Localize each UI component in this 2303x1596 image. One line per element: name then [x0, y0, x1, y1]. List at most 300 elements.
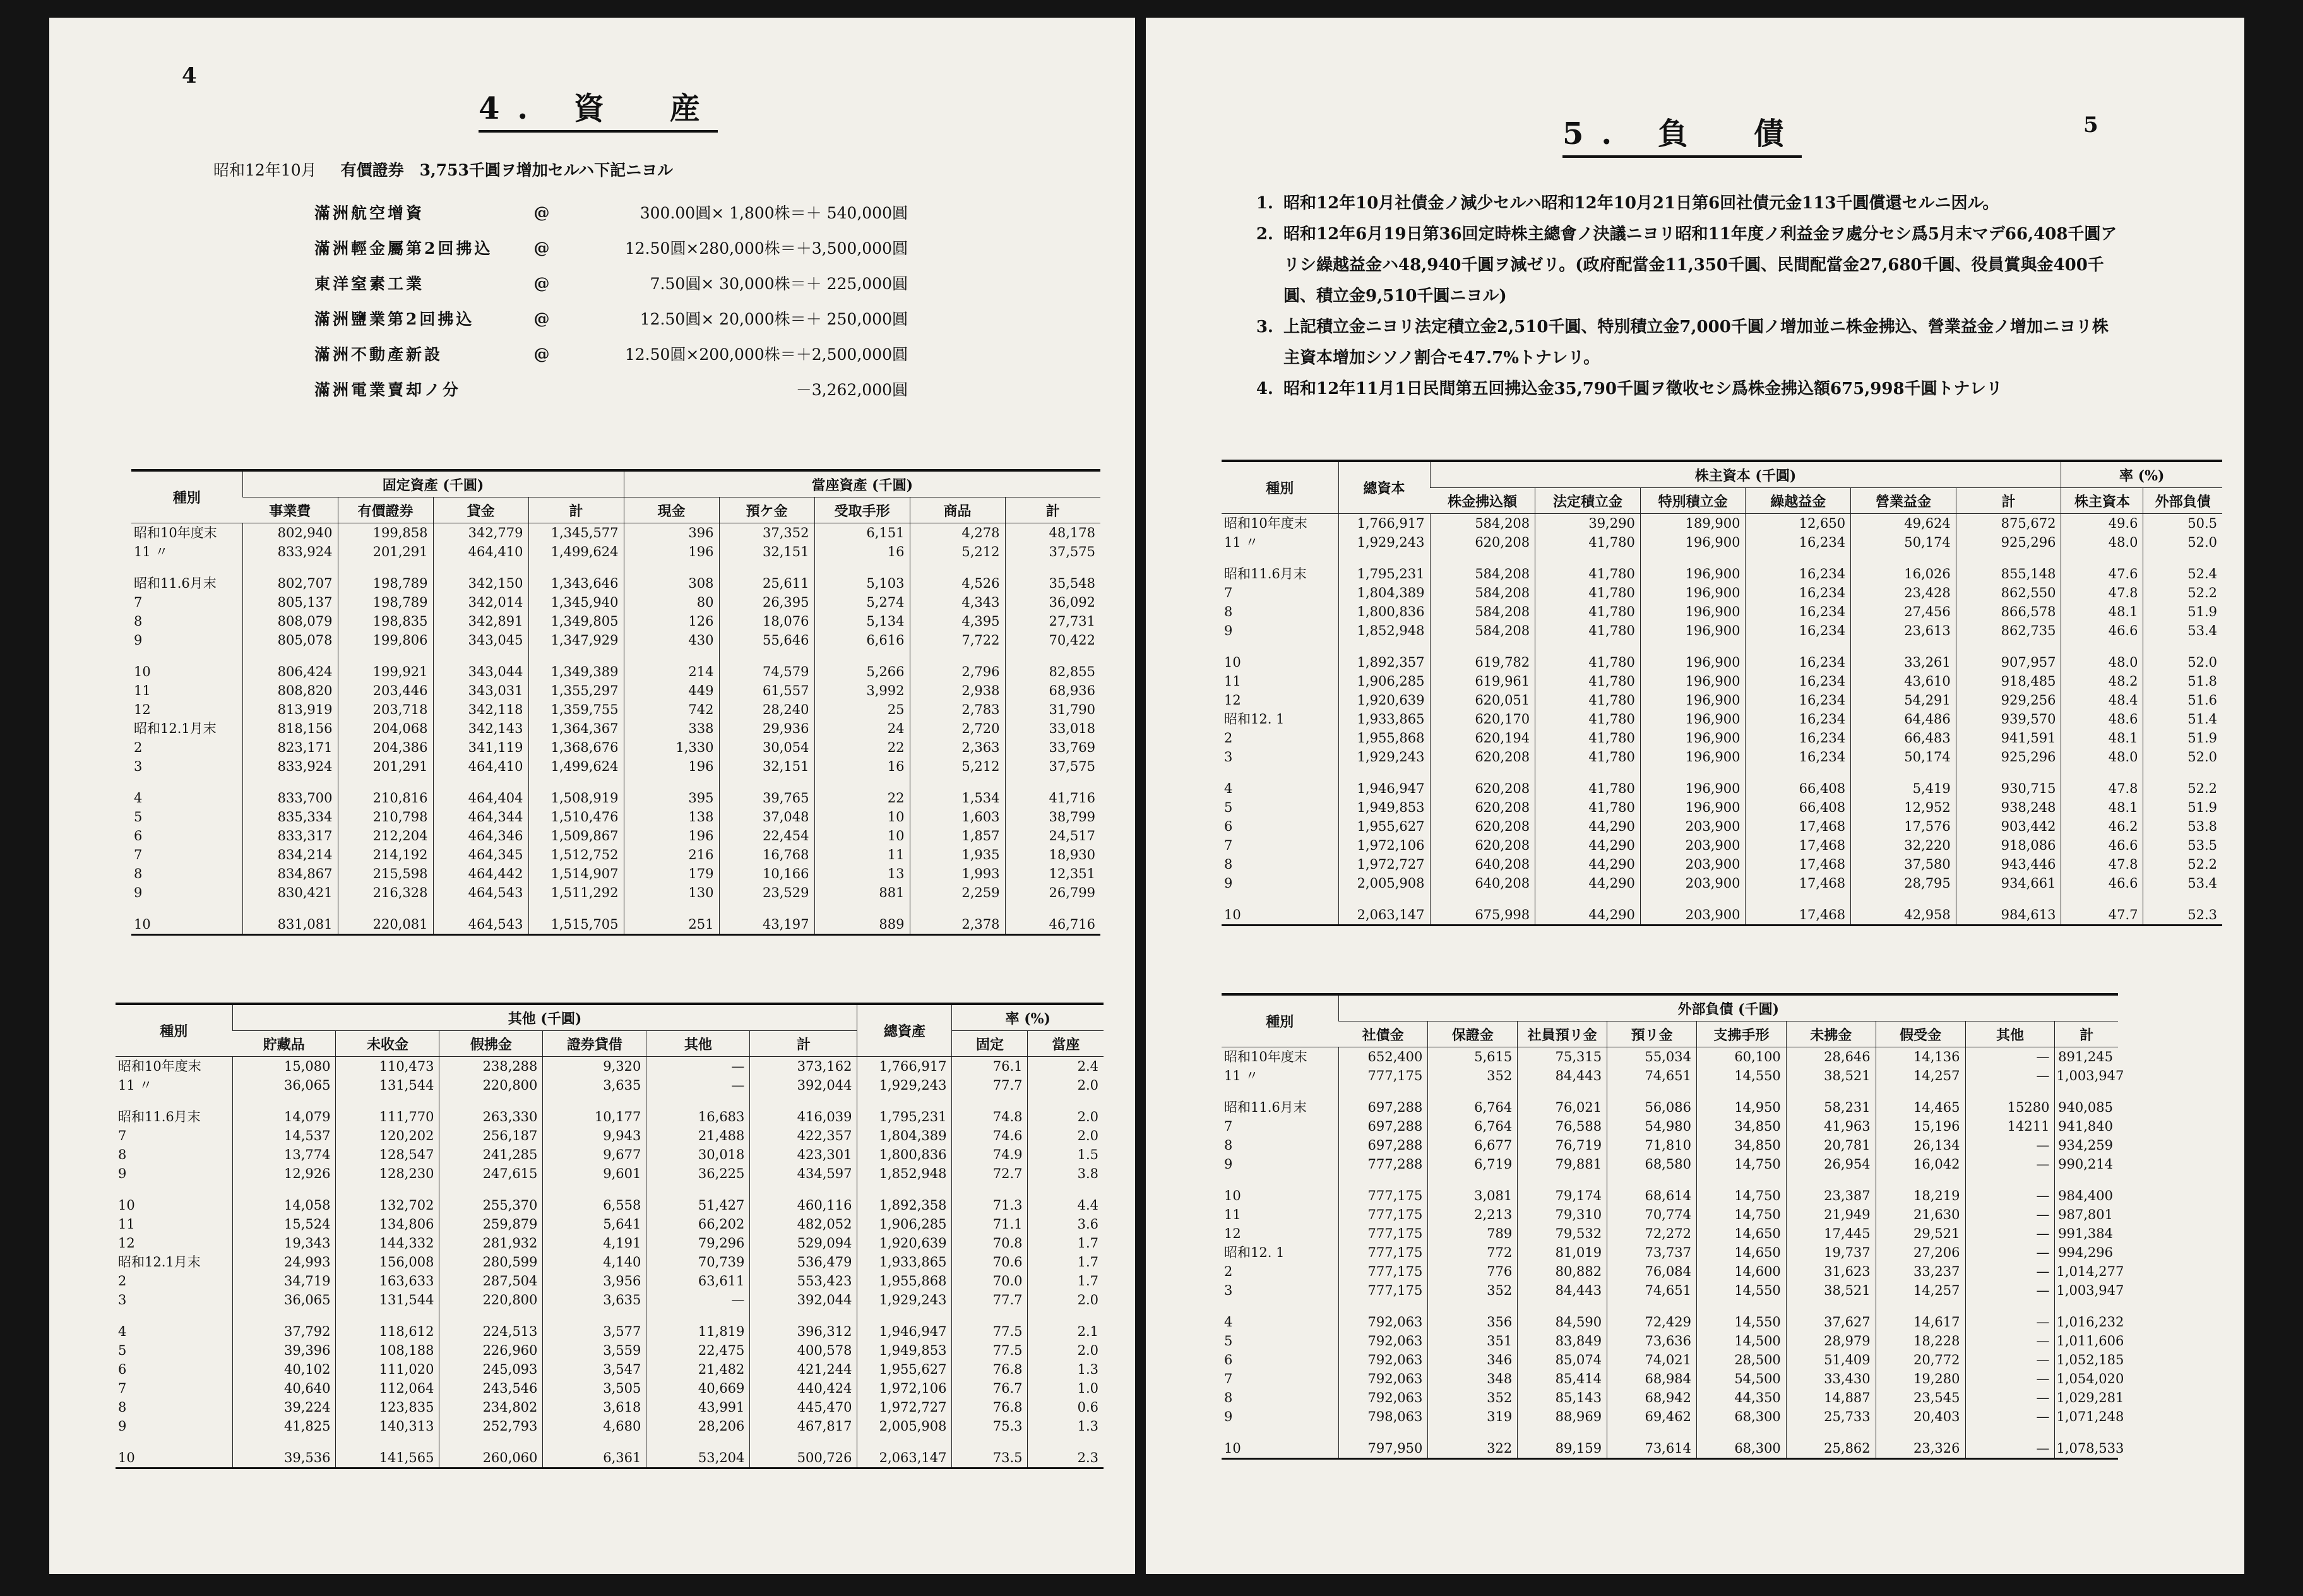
- table-cell: 82,855: [1005, 662, 1100, 681]
- row-label: 11 〃: [1224, 535, 1259, 550]
- table-cell: [1338, 1300, 1428, 1313]
- table-row: [131, 807, 1100, 826]
- table-cell: [1607, 1174, 1697, 1186]
- row-header: 種別: [1222, 994, 1338, 1047]
- table-cell: 991,384: [2055, 1224, 2118, 1243]
- table-cell: 464,345: [433, 845, 528, 864]
- table-cell: 41,780: [1535, 747, 1641, 766]
- table-cell: [1965, 1426, 2055, 1439]
- table-cell: 70.6: [952, 1253, 1028, 1271]
- row-label: 4: [1224, 1314, 1233, 1330]
- table-cell: 1,499,624: [528, 542, 624, 561]
- table-cell: [232, 1183, 336, 1196]
- table-cell: 68,580: [1607, 1155, 1697, 1174]
- table-cell: 50,174: [1851, 533, 1956, 552]
- table-cell: 984,400: [2055, 1186, 2118, 1205]
- table-cell: 41,780: [1535, 798, 1641, 817]
- table-row: [1222, 640, 2222, 653]
- table-cell: 835,334: [242, 807, 338, 826]
- notes-list: [1241, 188, 2124, 405]
- table-cell: 32,151: [719, 542, 814, 561]
- table-row: [131, 826, 1100, 845]
- table-cell: [624, 561, 719, 574]
- table-cell: 41,780: [1535, 779, 1641, 798]
- table-row: [1222, 1262, 2222, 1281]
- table-cell: [2061, 893, 2143, 905]
- note-text: 昭和12年11月1日民間第五回拂込金35,790千圓ヲ徵收セシ爲株金拂込額675,998千圓トナレリ: [1283, 379, 2003, 398]
- table-cell: 40,640: [232, 1379, 336, 1398]
- table-cell: 1,935: [910, 845, 1005, 864]
- table-cell: 17,468: [1746, 836, 1851, 855]
- table-row: [116, 1253, 1104, 1271]
- assets-table: [131, 469, 1100, 936]
- table-cell: 1,016,232: [2055, 1313, 2118, 1331]
- table-cell: 80,882: [1518, 1262, 1607, 1281]
- table-cell: 792,063: [1338, 1388, 1428, 1407]
- table-cell: 25,733: [1786, 1407, 1876, 1426]
- table-cell: 29,521: [1876, 1224, 1965, 1243]
- table-cell: 53.4: [2143, 874, 2222, 893]
- table-cell: 40,669: [646, 1379, 750, 1398]
- table-cell: 987,801: [2055, 1205, 2118, 1224]
- table-cell: 338: [624, 719, 719, 738]
- table-cell: [336, 1309, 439, 1322]
- table-cell: 48.1: [2061, 729, 2143, 747]
- table-cell: 41,780: [1535, 583, 1641, 602]
- table-row: [1222, 1066, 2222, 1085]
- table-cell: [1338, 640, 1430, 653]
- table-cell: 74,651: [1607, 1066, 1697, 1085]
- table-cell: 42,958: [1851, 905, 1956, 926]
- row-label: 8: [1224, 1138, 1233, 1153]
- table-cell: 16,234: [1746, 672, 1851, 691]
- table-cell: 464,404: [433, 789, 528, 807]
- table-cell: [338, 561, 433, 574]
- table-cell: 2,063,147: [1338, 905, 1430, 926]
- table-cell: [814, 902, 910, 915]
- column-header: 固定: [952, 1031, 1028, 1057]
- table-cell: 44,290: [1535, 874, 1641, 893]
- table-cell: 22,454: [719, 826, 814, 845]
- table-cell: 51.9: [2143, 729, 2222, 747]
- row-label: 7: [134, 595, 143, 610]
- table-cell: 38,521: [1786, 1066, 1876, 1085]
- table-cell: [719, 776, 814, 789]
- table-cell: [952, 1095, 1028, 1107]
- table-cell: [1786, 1174, 1876, 1186]
- note-text: 有價證券 3,753千圓ヲ增加セルハ下記ニヨル: [340, 161, 674, 179]
- table-cell: 48.6: [2061, 710, 2143, 729]
- table-cell: 833,700: [242, 789, 338, 807]
- table-cell: 3,635: [543, 1076, 646, 1095]
- table-cell: 6,719: [1428, 1155, 1518, 1174]
- table-row: [1222, 583, 2222, 602]
- table-cell: 20,772: [1876, 1350, 1965, 1369]
- table-cell: —: [1965, 1136, 2055, 1155]
- table-cell: 802,940: [242, 523, 338, 543]
- table-row: [131, 789, 1100, 807]
- table-cell: 71,810: [1607, 1136, 1697, 1155]
- table-cell: 1,512,752: [528, 845, 624, 864]
- row-label: 10: [134, 664, 151, 679]
- table-cell: —: [1965, 1388, 2055, 1407]
- table-cell: —: [1965, 1155, 2055, 1174]
- table-cell: 808,079: [242, 612, 338, 631]
- table-cell: —: [1965, 1243, 2055, 1262]
- table-cell: 196,900: [1640, 691, 1746, 710]
- table-cell: 39,536: [232, 1448, 336, 1468]
- table-cell: [2061, 640, 2143, 653]
- table-cell: 805,137: [242, 593, 338, 612]
- table-cell: 31,790: [1005, 700, 1100, 719]
- table-cell: 14,600: [1696, 1262, 1786, 1281]
- table-row: [131, 845, 1100, 864]
- table-cell: [1876, 1174, 1965, 1186]
- table-cell: [1965, 1085, 2055, 1098]
- row-label: 3: [134, 759, 143, 774]
- table-cell: 33,237: [1876, 1262, 1965, 1281]
- table-cell: 830,421: [242, 883, 338, 902]
- table-cell: 30,054: [719, 738, 814, 757]
- table-cell: 52.2: [2143, 855, 2222, 874]
- note-item: [1241, 374, 2124, 405]
- table-cell: [1338, 1426, 1428, 1439]
- table-cell: —: [646, 1076, 750, 1095]
- table-cell: 3,956: [543, 1271, 646, 1290]
- row-label: 9: [1224, 623, 1233, 638]
- column-header: 計: [1956, 488, 2061, 514]
- table-cell: 14211: [1965, 1117, 2055, 1136]
- row-label: 6: [134, 828, 143, 843]
- table-cell: 280,599: [439, 1253, 543, 1271]
- table-cell: 4,191: [543, 1234, 646, 1253]
- table-cell: 1,795,231: [1338, 564, 1430, 583]
- table-cell: 216,328: [338, 883, 433, 902]
- table-row: [116, 1436, 1104, 1448]
- table-cell: 47.7: [2061, 905, 2143, 926]
- table-cell: 134,806: [336, 1215, 439, 1234]
- table-cell: 1,906,285: [857, 1215, 952, 1234]
- table-cell: 44,290: [1535, 905, 1641, 926]
- table-row: [116, 1234, 1104, 1253]
- table-cell: 35,548: [1005, 574, 1100, 593]
- table-cell: 196,900: [1640, 779, 1746, 798]
- table-cell: [1746, 640, 1851, 653]
- table-cell: 1,514,907: [528, 864, 624, 883]
- table-cell: 201,291: [338, 757, 433, 776]
- table-row: [116, 1196, 1104, 1215]
- table-cell: 66,483: [1851, 729, 1956, 747]
- table-cell: 1,330: [624, 738, 719, 757]
- table-cell: 53.8: [2143, 817, 2222, 836]
- table-cell: 1.0: [1028, 1379, 1104, 1398]
- table-cell: 144,332: [336, 1234, 439, 1253]
- table-cell: [543, 1183, 646, 1196]
- table-row: [1222, 1136, 2222, 1155]
- table-cell: 22,475: [646, 1341, 750, 1360]
- table-cell: [857, 1095, 952, 1107]
- table-cell: 203,446: [338, 681, 433, 700]
- table-cell: 934,661: [1956, 874, 2061, 893]
- table-row: [116, 1107, 1104, 1126]
- table-cell: [242, 561, 338, 574]
- row-label: 4: [134, 790, 143, 806]
- table-cell: 41,780: [1535, 653, 1641, 672]
- table-row: [1222, 1369, 2222, 1388]
- table-cell: 777,175: [1338, 1186, 1428, 1205]
- table-cell: 74.6: [952, 1126, 1028, 1145]
- table-cell: 51,427: [646, 1196, 750, 1215]
- table-cell: [543, 1436, 646, 1448]
- table-cell: [433, 902, 528, 915]
- table-cell: 4.4: [1028, 1196, 1104, 1215]
- table-cell: 23,613: [1851, 621, 1956, 640]
- row-label: 11 〃: [134, 544, 169, 559]
- table-row: [1222, 1300, 2222, 1313]
- note-number: 3.: [1256, 318, 1273, 336]
- securities-row: [314, 336, 908, 371]
- table-cell: 1,364,367: [528, 719, 624, 738]
- row-label: 11: [134, 683, 151, 698]
- at-sign: @: [533, 344, 550, 363]
- table-row: [116, 1341, 1104, 1360]
- table-cell: 28,500: [1696, 1350, 1786, 1369]
- note-date: 昭和12年10月: [213, 161, 317, 179]
- table-cell: 6,361: [543, 1448, 646, 1468]
- table-cell: 37,580: [1851, 855, 1956, 874]
- table-cell: 348: [1428, 1369, 1518, 1388]
- table-cell: [1640, 552, 1746, 564]
- column-header: 貸金: [433, 497, 528, 523]
- table-cell: 392,044: [750, 1076, 857, 1095]
- table-row: [1222, 779, 2222, 798]
- row-label: 8: [1224, 1390, 1233, 1405]
- table-row: [1222, 514, 2222, 533]
- table-cell: 212,204: [338, 826, 433, 845]
- table-cell: [910, 776, 1005, 789]
- security-name: 滿洲不動產新設: [314, 345, 443, 364]
- table-cell: 929,256: [1956, 691, 2061, 710]
- table-cell: 74.8: [952, 1107, 1028, 1126]
- table-cell: 118,612: [336, 1322, 439, 1341]
- table-cell: 66,408: [1746, 798, 1851, 817]
- ratio-header: 率 (%): [952, 1004, 1104, 1031]
- table-row: [1222, 766, 2222, 779]
- column-header: 株主資本: [2061, 488, 2143, 514]
- table-cell: 1.7: [1028, 1234, 1104, 1253]
- table-cell: 943,446: [1956, 855, 2061, 874]
- table-cell: 83,849: [1518, 1331, 1607, 1350]
- table-cell: 430: [624, 631, 719, 650]
- table-cell: 37,048: [719, 807, 814, 826]
- table-cell: 777,175: [1338, 1281, 1428, 1300]
- table-cell: 12,650: [1746, 514, 1851, 533]
- table-cell: 1,508,919: [528, 789, 624, 807]
- table-cell: 19,343: [232, 1234, 336, 1253]
- table-cell: 14,887: [1786, 1388, 1876, 1407]
- table-cell: —: [1965, 1439, 2055, 1459]
- table-cell: 131,544: [336, 1076, 439, 1095]
- table-cell: 66,408: [1746, 779, 1851, 798]
- note-item: [1241, 312, 2124, 374]
- table-cell: 47.8: [2061, 779, 2143, 798]
- table-cell: 941,840: [2055, 1117, 2118, 1136]
- table-cell: —: [1965, 1350, 2055, 1369]
- table-cell: 53.4: [2143, 621, 2222, 640]
- table-cell: [2143, 766, 2222, 779]
- row-label: 8: [1224, 604, 1233, 619]
- table-cell: [1786, 1085, 1876, 1098]
- security-name: 滿洲輕金屬第2回拂込: [314, 239, 493, 258]
- row-label: 9: [134, 885, 143, 900]
- table-cell: 74,021: [1607, 1350, 1697, 1369]
- row-label: 7: [134, 847, 143, 862]
- table-cell: 252,793: [439, 1417, 543, 1436]
- securities-list: [314, 194, 908, 407]
- table-cell: 308: [624, 574, 719, 593]
- table-cell: 69,462: [1607, 1407, 1697, 1426]
- column-header: 有價證券: [338, 497, 433, 523]
- row-label: [116, 1436, 232, 1448]
- table-cell: [1851, 640, 1956, 653]
- table-cell: 1.3: [1028, 1360, 1104, 1379]
- table-cell: 72,272: [1607, 1224, 1697, 1243]
- table-cell: 9,677: [543, 1145, 646, 1164]
- row-label: 11: [1224, 674, 1241, 689]
- securities-row: [314, 230, 908, 265]
- table-row: [116, 1379, 1104, 1398]
- table-cell: 1,349,389: [528, 662, 624, 681]
- securities-row: [314, 194, 908, 230]
- table-cell: [1428, 1426, 1518, 1439]
- table-row: [131, 902, 1100, 915]
- table-cell: [750, 1309, 857, 1322]
- table-cell: 41,780: [1535, 602, 1641, 621]
- table-cell: [1696, 1426, 1786, 1439]
- table-cell: 640,208: [1430, 855, 1535, 874]
- security-name: 東洋窒素工業: [314, 275, 425, 293]
- table-cell: [624, 902, 719, 915]
- table-cell: 72.7: [952, 1164, 1028, 1183]
- table-cell: 68,942: [1607, 1388, 1697, 1407]
- table-cell: [1851, 766, 1956, 779]
- table-cell: 17,445: [1786, 1224, 1876, 1243]
- table-row: [1222, 747, 2222, 766]
- table-cell: 467,817: [750, 1417, 857, 1436]
- table-cell: 343,031: [433, 681, 528, 700]
- table-cell: 10: [814, 826, 910, 845]
- table-cell: [857, 1436, 952, 1448]
- table-cell: [1607, 1426, 1697, 1439]
- table-cell: 52.0: [2143, 533, 2222, 552]
- table-cell: 51.9: [2143, 798, 2222, 817]
- table-cell: [646, 1095, 750, 1107]
- table-cell: [242, 902, 338, 915]
- table-cell: [2055, 1085, 2118, 1098]
- table-cell: 201,291: [338, 542, 433, 561]
- table-cell: 72,429: [1607, 1313, 1697, 1331]
- table-cell: 48,178: [1005, 523, 1100, 543]
- table-cell: 1,972,106: [1338, 836, 1430, 855]
- table-cell: 79,881: [1518, 1155, 1607, 1174]
- table-cell: 16,234: [1746, 747, 1851, 766]
- table-cell: 25: [814, 700, 910, 719]
- row-label: [116, 1095, 232, 1107]
- table-cell: 802,707: [242, 574, 338, 593]
- table-cell: 21,630: [1876, 1205, 1965, 1224]
- table-cell: 792,063: [1338, 1350, 1428, 1369]
- table-cell: 866,578: [1956, 602, 2061, 621]
- table-cell: 343,045: [433, 631, 528, 650]
- table-cell: 342,779: [433, 523, 528, 543]
- table-cell: [910, 650, 1005, 662]
- table-cell: [2143, 893, 2222, 905]
- table-cell: 131,544: [336, 1290, 439, 1309]
- row-label: [1222, 766, 1338, 779]
- table-cell: —: [1965, 1205, 2055, 1224]
- table-cell: 918,485: [1956, 672, 2061, 691]
- table-cell: 620,208: [1430, 533, 1535, 552]
- table-cell: 46.6: [2061, 874, 2143, 893]
- table-cell: 26,395: [719, 593, 814, 612]
- table-cell: 76,084: [1607, 1262, 1697, 1281]
- table-cell: [2061, 766, 2143, 779]
- other-assets-header: 其他 (千圓): [232, 1004, 857, 1031]
- table-cell: 43,197: [719, 915, 814, 935]
- table-cell: 19,737: [1786, 1243, 1876, 1262]
- table-cell: 41,780: [1535, 672, 1641, 691]
- table-cell: 85,414: [1518, 1369, 1607, 1388]
- table-cell: —: [1965, 1066, 2055, 1085]
- securities-row: [314, 371, 908, 407]
- table-cell: [1607, 1085, 1697, 1098]
- table-cell: 70,774: [1607, 1205, 1697, 1224]
- table-row: [1222, 672, 2222, 691]
- table-cell: 198,789: [338, 574, 433, 593]
- table-cell: 40,102: [232, 1360, 336, 1379]
- table-cell: 834,867: [242, 864, 338, 883]
- table-cell: 28,646: [1786, 1047, 1876, 1067]
- table-cell: 1,499,624: [528, 757, 624, 776]
- table-cell: 1,972,727: [857, 1398, 952, 1417]
- table-cell: 52.0: [2143, 747, 2222, 766]
- table-cell: 60,100: [1696, 1047, 1786, 1067]
- note-number: 1.: [1256, 194, 1273, 213]
- table-cell: 27,206: [1876, 1243, 1965, 1262]
- table-cell: 66,202: [646, 1215, 750, 1234]
- row-header: 種別: [116, 1004, 232, 1057]
- table-cell: 1,509,867: [528, 826, 624, 845]
- table-cell: 16,683: [646, 1107, 750, 1126]
- table-cell: [1786, 1426, 1876, 1439]
- table-cell: 18,930: [1005, 845, 1100, 864]
- table-cell: 13,774: [232, 1145, 336, 1164]
- table-cell: 797,950: [1338, 1439, 1428, 1459]
- table-row: [131, 915, 1100, 935]
- table-cell: 198,835: [338, 612, 433, 631]
- table-cell: 584,208: [1430, 564, 1535, 583]
- table-cell: [433, 776, 528, 789]
- row-label: [116, 1309, 232, 1322]
- table-cell: 939,570: [1956, 710, 2061, 729]
- row-label: 10: [1222, 1439, 1338, 1459]
- table-cell: 24: [814, 719, 910, 738]
- table-cell: 76.1: [952, 1057, 1028, 1076]
- table-cell: 14,750: [1696, 1205, 1786, 1224]
- table-cell: 3,505: [543, 1379, 646, 1398]
- table-cell: 34,850: [1696, 1117, 1786, 1136]
- table-cell: 620,051: [1430, 691, 1535, 710]
